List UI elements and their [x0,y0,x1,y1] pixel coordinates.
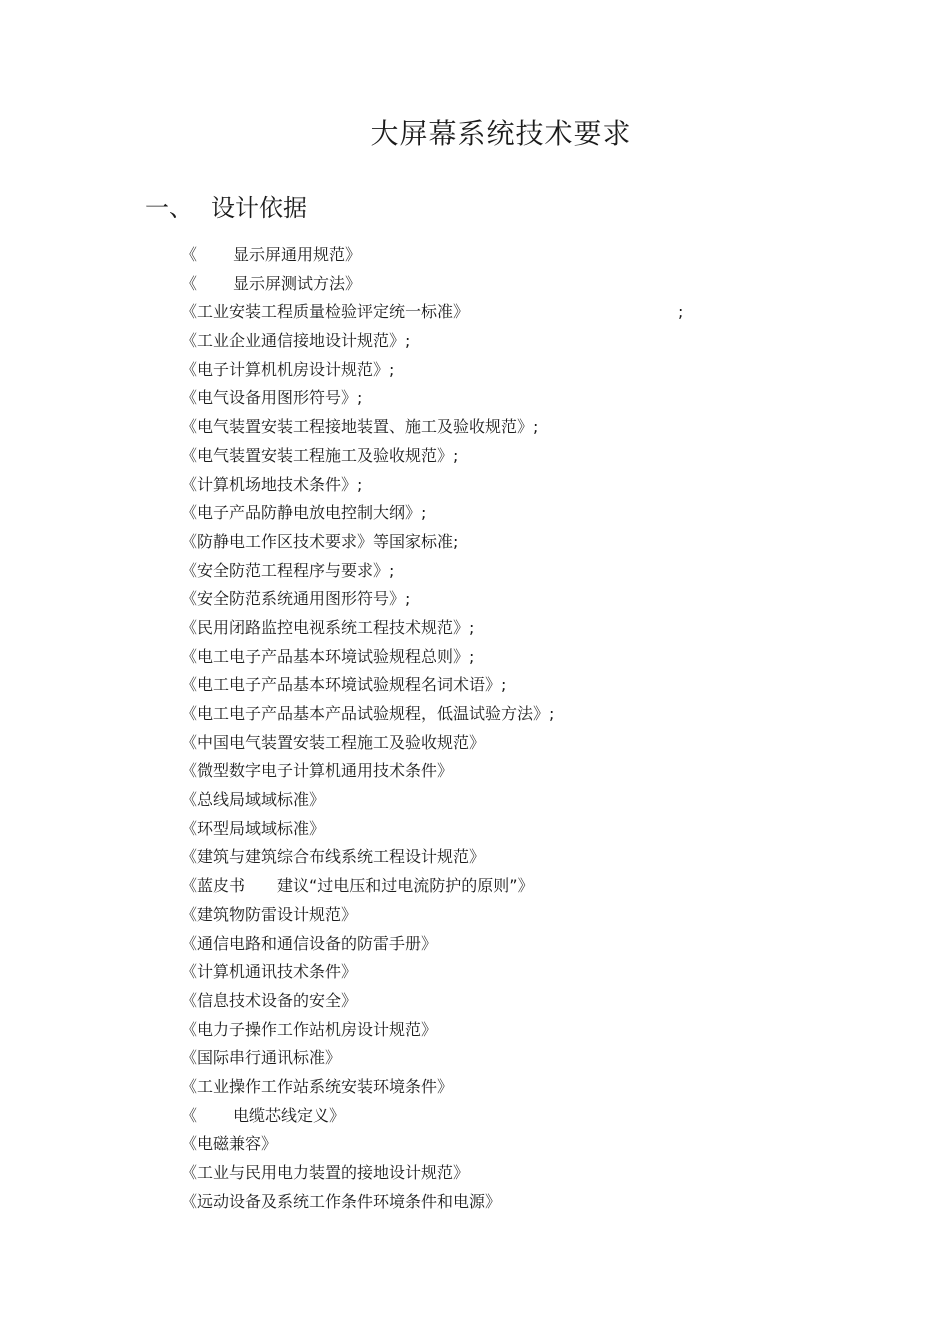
reference-text: 《电磁兼容》 [181,1134,278,1154]
reference-item [181,557,554,586]
reference-list [181,241,684,1216]
reference-text: 《工业操作工作站系统安装环境条件》 [181,1076,454,1096]
reference-item [181,298,684,327]
reference-text: 《计算机场地技术条件》; [181,474,363,494]
reference-text: 《国际串行通讯标准》 [181,1048,342,1068]
reference-text: 《电子产品防静电放电控制大纲》; [181,503,427,523]
reference-text: 《电力子操作工作站机房设计规范》 [181,1019,438,1039]
reference-item [181,843,554,872]
reference-item [181,729,554,758]
reference-item [181,1044,554,1073]
reference-text: 《总线局域域标准》 [181,790,326,810]
reference-text: 《环型局域域标准》 [181,818,326,838]
reference-text: 《建筑与建筑综合布线系统工程设计规范》 [181,847,486,867]
reference-text: 显示屏通用规范》 [233,245,362,264]
reference-item [181,643,554,672]
reference-prefix: 《 [181,245,198,264]
reference-text: 《防静电工作区技术要求》等国家标准; [181,531,459,551]
reference-item [181,528,554,557]
reference-text: 建议“过电压和过电流防护的原则”》 [277,876,534,896]
reference-text: 《电工电子产品基本环境试验规程总则》; [181,646,475,666]
reference-text: 《电气装置安装工程接地装置、施工及验收规范》; [181,417,539,437]
reference-item [181,815,554,844]
reference-item [181,1188,554,1217]
reference-text: 《电工电子产品基本环境试验规程名词术语》; [181,675,507,695]
reference-item [181,700,554,729]
reference-item [181,384,554,413]
reference-text: 《工业安装工程质量检验评定统一标准》 [181,302,470,322]
reference-text: 《通信电路和通信设备的防雷手册》 [181,933,438,953]
reference-text: 《安全防范工程程序与要求》; [181,560,395,580]
reference-text: 《建筑物防雷设计规范》 [181,904,358,924]
reference-item [181,356,554,385]
reference-text: 《安全防范系统通用图形符号》; [181,589,411,609]
reference-item [181,270,554,299]
document-title: 大屏幕系统技术要求 [370,117,632,150]
reference-item [181,471,554,500]
reference-text: 显示屏测试方法》 [233,273,362,293]
reference-item [181,614,554,643]
section-number: 一、 [145,194,193,222]
reference-item [181,413,554,442]
reference-text: 《电子计算机机房设计规范》; [181,359,395,379]
reference-item [181,241,554,270]
reference-item [181,872,554,901]
reference-item [181,757,554,786]
reference-text: 《信息技术设备的安全》 [181,990,358,1010]
reference-trailing-punctuation: ; [678,302,684,322]
reference-item [181,930,554,959]
reference-item [181,1159,554,1188]
reference-text: 《工业与民用电力装置的接地设计规范》 [181,1163,470,1182]
reference-item [181,1016,554,1045]
reference-text: 《电工电子产品基本产品试验规程，低温试验方法》; [181,704,555,723]
reference-item [181,585,554,614]
section-title: 设计依据 [211,194,307,222]
reference-text: 《工业企业通信接地设计规范》; [181,331,411,351]
reference-text: 《中国电气装置安装工程施工及验收规范》 [181,732,486,752]
reference-item [181,499,554,528]
reference-text: 《计算机通讯技术条件》 [181,962,358,982]
reference-text: 《电气装置安装工程施工及验收规范》; [181,445,459,465]
reference-item [181,987,554,1016]
reference-item [181,671,554,700]
reference-text: 《电气设备用图形符号》; [181,388,363,408]
reference-item [181,327,554,356]
reference-text: 《民用闭路监控电视系统工程技术规范》; [181,617,475,637]
reference-text: 《远动设备及系统工作条件环境条件和电源》 [181,1191,502,1211]
reference-item [181,958,554,987]
reference-item [181,1102,554,1131]
reference-text: 电缆芯线定义》 [233,1105,346,1125]
reference-prefix: 《 [181,273,198,293]
section-heading [145,188,307,223]
reference-prefix: 《 [181,1105,198,1125]
reference-item [181,1073,554,1102]
reference-prefix: 《蓝皮书 [181,876,246,896]
reference-item [181,442,554,471]
reference-item [181,1130,554,1159]
reference-text: 《微型数字电子计算机通用技术条件》 [181,761,454,781]
reference-item [181,901,554,930]
reference-item [181,786,554,815]
